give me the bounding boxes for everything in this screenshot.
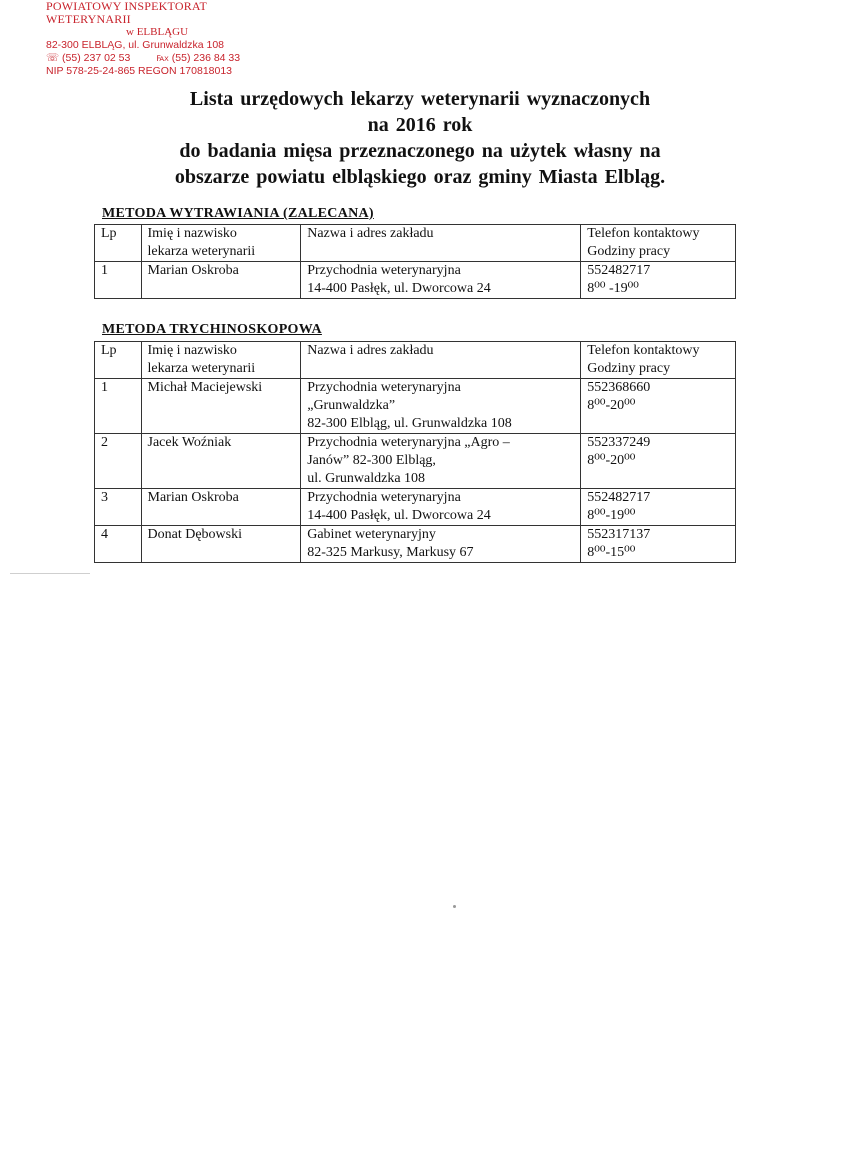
address-line: ul. Grunwaldzka 108 bbox=[307, 471, 426, 486]
phone-number: 552482717 bbox=[587, 490, 651, 505]
header-name-line-2: lekarza weterynarii bbox=[147, 244, 256, 259]
header-phone-line-1: Telefon kontaktowy bbox=[587, 226, 700, 241]
table-row bbox=[95, 526, 736, 563]
cell-address bbox=[301, 434, 581, 489]
header-name bbox=[141, 342, 301, 379]
phone-number: 552482717 bbox=[587, 263, 651, 278]
header-phone-line-2: Godziny pracy bbox=[587, 244, 671, 259]
working-hours: 8⁰⁰-19⁰⁰ bbox=[587, 508, 636, 523]
cell-vet-name: Marian Oskroba bbox=[141, 262, 301, 299]
cell-address bbox=[301, 262, 581, 299]
address-line: 14-400 Pasłęk, ul. Dworcowa 24 bbox=[307, 281, 491, 296]
header-address: Nazwa i adres zakładu bbox=[301, 342, 581, 379]
table-row bbox=[95, 489, 736, 526]
cell-address bbox=[301, 379, 581, 434]
title-line-4: obszarze powiatu elbląskiego oraz gminy Miasta Elbląg. bbox=[174, 166, 666, 188]
header-lp: Lp bbox=[95, 342, 142, 379]
table-trichinoscopy bbox=[94, 341, 736, 563]
header-phone-line-2: Godziny pracy bbox=[587, 361, 671, 376]
cell-vet-name: Jacek Woźniak bbox=[141, 434, 301, 489]
stamp-address: 82-300 ELBLĄG, ul. Grunwaldzka 108 bbox=[46, 39, 225, 51]
address-line: Przychodnia weterynaryjna bbox=[307, 490, 461, 505]
header-phone-line-1: Telefon kontaktowy bbox=[587, 343, 700, 358]
phone-number: 552368660 bbox=[587, 380, 651, 395]
table-header-row bbox=[95, 342, 736, 379]
header-name-line-1: Imię i nazwisko bbox=[147, 226, 237, 241]
cell-lp: 1 bbox=[95, 262, 142, 299]
table-header-row bbox=[95, 225, 736, 262]
working-hours: 8⁰⁰-15⁰⁰ bbox=[587, 545, 636, 560]
address-line: Przychodnia weterynaryjna bbox=[307, 380, 461, 395]
address-line: „Grunwaldzka” bbox=[307, 398, 396, 413]
title-line-3: do badania mięsa przeznaczonego na użytek własny na bbox=[179, 140, 661, 162]
working-hours: 8⁰⁰ -19⁰⁰ bbox=[587, 281, 639, 296]
office-stamp bbox=[46, 0, 276, 78]
cell-contact bbox=[581, 379, 736, 434]
stamp-ids: NIP 578-25-24-865 REGON 170818013 bbox=[46, 65, 233, 77]
address-line: Gabinet weterynaryjny bbox=[307, 527, 436, 542]
table-trichinella-digestion bbox=[94, 224, 736, 299]
header-phone bbox=[581, 225, 736, 262]
document-title bbox=[100, 86, 740, 190]
section-1-label: METODA WYTRAWIANIA (ZALECANA) bbox=[102, 206, 374, 221]
table-body bbox=[95, 225, 736, 299]
table-body bbox=[95, 342, 736, 563]
table-row bbox=[95, 434, 736, 489]
cell-contact bbox=[581, 526, 736, 563]
stamp-fax: ℻ (55) 236 84 33 bbox=[156, 52, 241, 64]
cell-contact bbox=[581, 262, 736, 299]
address-line: 82-300 Elbląg, ul. Grunwaldzka 108 bbox=[307, 416, 512, 431]
stamp-office-name: POWIATOWY INSPEKTORAT WETERYNARII bbox=[46, 0, 207, 26]
cell-address bbox=[301, 489, 581, 526]
address-line: 14-400 Pasłęk, ul. Dworcowa 24 bbox=[307, 508, 491, 523]
phone-number: 552317137 bbox=[587, 527, 651, 542]
stamp-phone: ☏ (55) 237 02 53 bbox=[46, 52, 131, 64]
cell-vet-name: Michał Maciejewski bbox=[141, 379, 301, 434]
cell-lp: 1 bbox=[95, 379, 142, 434]
cell-vet-name: Marian Oskroba bbox=[141, 489, 301, 526]
address-line: Przychodnia weterynaryjna bbox=[307, 263, 461, 278]
cell-lp: 3 bbox=[95, 489, 142, 526]
address-line: Przychodnia weterynaryjna „Agro – bbox=[307, 435, 510, 450]
address-line: Janów” 82-300 Elbląg, bbox=[307, 453, 436, 468]
table-row bbox=[95, 379, 736, 434]
cell-contact bbox=[581, 434, 736, 489]
working-hours: 8⁰⁰-20⁰⁰ bbox=[587, 453, 636, 468]
cell-vet-name: Donat Dębowski bbox=[141, 526, 301, 563]
header-name-line-2: lekarza weterynarii bbox=[147, 361, 256, 376]
header-name-line-1: Imię i nazwisko bbox=[147, 343, 237, 358]
header-phone bbox=[581, 342, 736, 379]
title-line-2: na 2016 rok bbox=[367, 114, 473, 136]
cell-contact bbox=[581, 489, 736, 526]
table-row bbox=[95, 262, 736, 299]
section-2-label: METODA TRYCHINOSKOPOWA bbox=[102, 322, 322, 337]
cell-lp: 2 bbox=[95, 434, 142, 489]
phone-number: 552337249 bbox=[587, 435, 651, 450]
cell-address bbox=[301, 526, 581, 563]
header-address: Nazwa i adres zakładu bbox=[301, 225, 581, 262]
scan-speck bbox=[453, 905, 456, 908]
title-line-1: Lista urzędowych lekarzy weterynarii wyznaczonych bbox=[189, 88, 651, 110]
scan-margin-mark bbox=[10, 573, 90, 574]
address-line: 82-325 Markusy, Markusy 67 bbox=[307, 545, 474, 560]
stamp-city: w ELBLĄGU bbox=[126, 26, 189, 38]
cell-lp: 4 bbox=[95, 526, 142, 563]
header-name bbox=[141, 225, 301, 262]
working-hours: 8⁰⁰-20⁰⁰ bbox=[587, 398, 636, 413]
header-lp: Lp bbox=[95, 225, 142, 262]
